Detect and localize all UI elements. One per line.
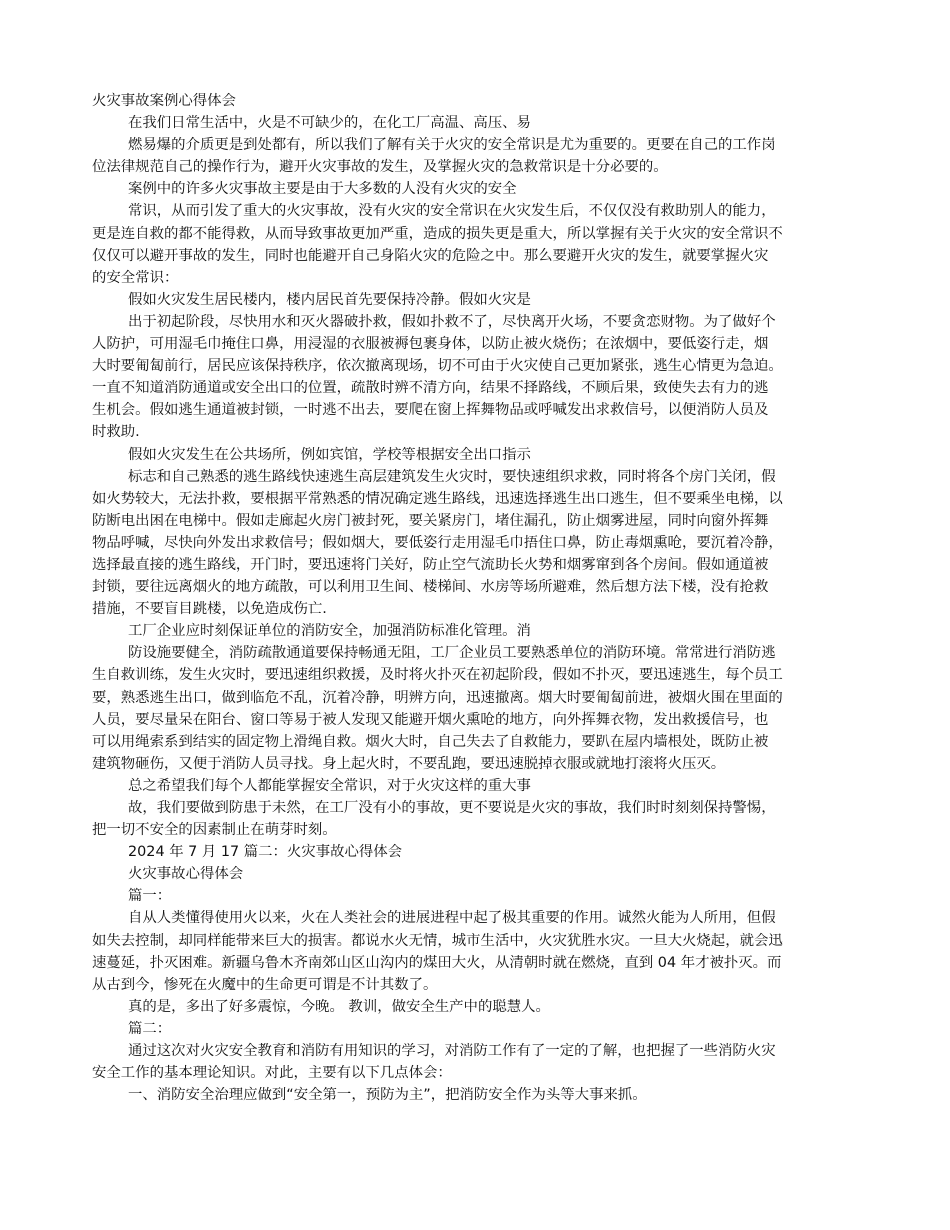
text-line: 在我们日常生活中，火是不可缺少的，在化工厂高温、高压、易 xyxy=(128,115,531,132)
text-line: 常识，从而引发了重大的火灾事故，没有火灾的安全常识在火灾发生后，不仅仅没有救助别人的能力， xyxy=(128,203,776,220)
text-line: 2024 年 7 月 17 篇二：火灾事故心得体会 xyxy=(128,844,403,861)
text-line: 要，熟悉逃生出口，做到临危不乱，沉着冷静，明辨方向，迅速撤离。烟大时要匍匐前进，被烟火围在里面的 xyxy=(92,689,783,706)
text-line: 如火势较大，无法扑救，要根据平常熟悉的情况确定逃生路线，迅速选择逃生出口逃生，但不要乘坐电梯，以 xyxy=(92,490,783,507)
text-line: 时救助. xyxy=(92,424,140,441)
text-line: 安全工作的基本理论知识。对此，主要有以下几点体会： xyxy=(92,1065,452,1082)
text-line: 如失去控制，却同样能带来巨大的损害。都说水火无情，城市生活中，火灾犹胜水灾。一旦大火烧起，就会迅 xyxy=(92,932,783,949)
text-line: 篇一： xyxy=(128,888,172,905)
text-line: 一直不知道消防通道或安全出口的位置，疏散时辨不清方向，结果不择路线，不顾后果，致使失去有力的逃 xyxy=(92,380,769,397)
text-line: 大时要匍匐前行，居民应该保持秩序，依次撤离现场，切不可由于火灾使自己更加紧张，逃生心情更为急迫。 xyxy=(92,358,783,375)
text-line: 自从人类懂得使用火以来，火在人类社会的进展进程中起了极其重要的作用。诚然火能为人所用，但假 xyxy=(128,910,776,927)
text-line: 封锁，要往远离烟火的地方疏散，可以利用卫生间、楼梯间、水房等场所避难，然后想方法下楼，没有抢救 xyxy=(92,579,769,596)
text-line: 故，我们要做到防患于未然，在工厂没有小的事故，更不要说是火灾的事故，我们时时刻刻保持警惕， xyxy=(128,800,776,816)
text-line: 可以用绳索系到结实的固定物上滑绳自救。烟火大时，自己失去了自救能力，要趴在屋内墙根处，既防止被 xyxy=(92,733,769,750)
text-line: 防设施要健全，消防疏散通道要保持畅通无阻，工厂企业员工要熟悉单位的消防环境。常常进行消防逃 xyxy=(128,645,776,662)
text-line: 建筑物砸伤，又便于消防人员寻找。身上起火时，不要乱跑，要迅速脱掉衣服或就地打滚将火压灭。 xyxy=(92,755,726,772)
text-line: 一、消防安全治理应做到“安全第一，预防为主”，把消防安全作为头等大事来抓。 xyxy=(128,1087,647,1104)
text-line: 假如火灾发生居民楼内，楼内居民首先要保持冷静。假如火灾是 xyxy=(128,291,531,308)
text-line: 选择最直接的逃生路线，开门时，要迅速将门关好，防止空气流助长火势和烟雾窜到各个房间。假如通道被 xyxy=(92,556,769,573)
text-line: 真的是，多出了好多震惊，今晚。 教训，做安全生产中的聪慧人。 xyxy=(128,998,550,1015)
text-line: 速蔓延，扑灭困难。新疆乌鲁木齐南郊山区山沟内的煤田大火，从清朝时就在燃烧，直到 04 年才被扑灭。而 xyxy=(92,954,782,971)
text-line: 位法律规范自己的操作行为，避开火灾事故的发生，及掌握火灾的急救常识是十分必要的。 xyxy=(92,159,668,176)
text-line: 措施，不要盲目跳楼，以免造成伤亡. xyxy=(92,601,327,618)
text-line: 防断电出困在电梯中。假如走廊起火房门被封死，要关紧房门，堵住漏孔，防止烟雾进屋，同时向窗外挥舞 xyxy=(92,512,769,529)
text-line: 人员，要尽量呆在阳台、窗口等易于被人发现又能避开烟火熏呛的地方，向外挥舞衣物，发出救援信号，也 xyxy=(92,711,769,728)
text-line: 人防护，可用湿毛巾掩住口鼻，用浸湿的衣服被褥包裹身体，以防止被火烧伤；在浓烟中，要低姿行走，烟 xyxy=(92,336,769,353)
text-line: 更是连自救的都不能得救，从而导致事故更加严重，造成的损失更是重大，所以掌握有关于火灾的安全常识不 xyxy=(92,225,783,242)
text-line: 通过这次对火灾安全教育和消防有用知识的学习，对消防工作有了一定的了解，也把握了一些消防火灾 xyxy=(128,1043,776,1060)
text-line: 标志和自己熟悉的逃生路线快速逃生高层建筑发生火灾时，要快速组织求救，同时将各个房门关闭，假 xyxy=(128,468,776,485)
text-line: 的安全常识： xyxy=(92,269,179,286)
text-line: 物品呼喊，尽快向外发出求救信号；假如烟大，要低姿行走用湿毛巾捂住口鼻，防止毒烟熏呛，要沉着冷静， xyxy=(92,534,783,551)
text-line: 工厂企业应时刻保证单位的消防安全，加强消防标准化管理。消 xyxy=(128,623,531,640)
document-body xyxy=(92,90,864,1106)
text-line: 燃易爆的介质更是到处都有，所以我们了解有关于火灾的安全常识是尤为重要的。更要在自己的工作岗 xyxy=(128,137,776,154)
text-line: 假如火灾发生在公共场所，例如宾馆，学校等根据安全出口指示 xyxy=(128,446,531,463)
text-line: 仅仅可以避开事故的发生，同时也能避开自己身陷火灾的危险之中。那么要避开火灾的发生，就要掌握火灾 xyxy=(92,247,769,264)
text-line: 从古到今，惨死在火魔中的生命更可谓是不计其数了。 xyxy=(92,976,438,993)
text-line: 火灾事故案例心得体会 xyxy=(92,93,236,109)
text-line: 火灾事故心得体会 xyxy=(128,866,244,883)
text-line: 篇二： xyxy=(128,1020,172,1037)
text-line: 出于初起阶段，尽快用水和灭火器破扑救，假如扑救不了，尽快离开火场，不要贪恋财物。为了做好个 xyxy=(128,313,776,330)
text-line: 案例中的许多火灾事故主要是由于大多数的人没有火灾的安全 xyxy=(128,181,517,198)
text-line: 总之希望我们每个人都能掌握安全常识，对于火灾这样的重大事 xyxy=(128,777,531,794)
text-line: 把一切不安全的因素制止在萌芽时刻。 xyxy=(92,822,337,839)
text-line: 生自救训练，发生火灾时，要迅速组织救援，及时将火扑灭在初起阶段，假如不扑灭，要迅速逃生，每个员工 xyxy=(92,667,783,684)
text-line: 生机会。假如逃生通道被封锁，一时逃不出去，要爬在窗上挥舞物品或呼喊发出求救信号，以便消防人员及 xyxy=(92,402,769,419)
